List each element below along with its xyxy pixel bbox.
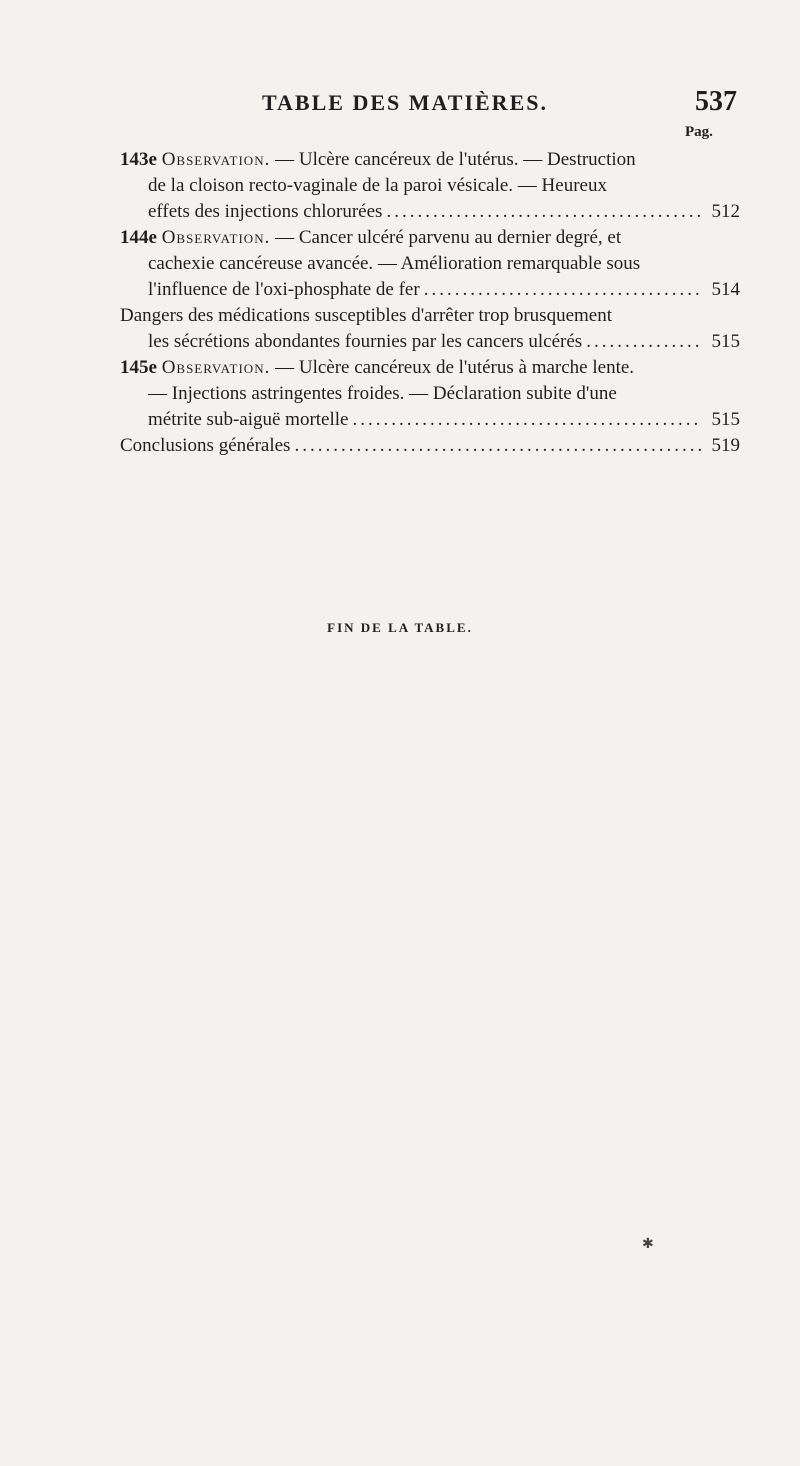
entry-line [120,355,740,381]
dot-leader [386,199,702,225]
entry-text: de la cloison recto-vaginale de la paroi vésicale. — Heureux [148,175,607,196]
toc-entry-143 [120,147,740,225]
entry-text: les sécrétions abondantes fournies par les cancers ulcérés [148,331,583,352]
page-header [262,88,737,120]
entry-page-number: 515 [711,331,740,352]
entry-line [120,407,740,433]
toc-entry-144 [120,225,740,303]
observation-label: Observation. [161,357,271,378]
observation-number: 144e [120,227,157,248]
toc-entry-conclusions [120,433,740,459]
entry-text: — Injections astringentes froides. — Déclaration subite d'une [148,383,617,404]
observation-label: Observation. [161,227,271,248]
toc-entry-145 [120,355,740,433]
entry-page-number: 514 [711,279,740,300]
entry-text: effets des injections chlorurées [148,201,383,222]
toc-entry-dangers [120,303,740,355]
entry-text: cachexie cancéreuse avancée. — Amélioration remarquable sous [148,253,641,274]
entry-line [120,433,740,459]
entry-page-number: 519 [711,435,740,456]
observation-number: 143e [120,149,157,170]
dot-leader [424,277,702,303]
dot-leader [294,433,702,459]
entry-line [120,277,740,303]
entry-line [120,225,740,251]
entry-line [120,173,740,199]
entry-text: Conclusions générales [120,435,291,456]
pag-column-label: Pag. [685,124,713,140]
entry-line [120,199,740,225]
entry-text: — Ulcère cancéreux de l'utérus. — Destruction [275,149,636,170]
dot-leader [352,407,702,433]
observation-label: Observation. [161,149,271,170]
entry-line [120,381,740,407]
observation-number: 145e [120,357,157,378]
entry-line [120,251,740,277]
entry-line [120,147,740,173]
table-of-contents [120,147,740,459]
end-of-table-text: FIN DE LA TABLE. [327,620,473,635]
entry-text: métrite sub-aiguë mortelle [148,409,349,430]
entry-text: l'influence de l'oxi-phosphate de fer [148,279,420,300]
running-title: TABLE DES MATIÈRES. [262,90,548,115]
entry-text: — Cancer ulcéré parvenu au dernier degré, et [275,227,622,248]
dot-leader [586,329,702,355]
entry-page-number: 512 [711,201,740,222]
entry-line [120,329,740,355]
page-number: 537 [695,86,737,117]
entry-page-number: 515 [711,409,740,430]
entry-text: Dangers des médications susceptibles d'arrêter trop brusquement [120,305,612,326]
asterisk-ornament-icon: ✱ [642,1237,654,1252]
entry-text: — Ulcère cancéreux de l'utérus à marche lente. [275,357,635,378]
entry-line [120,303,740,329]
